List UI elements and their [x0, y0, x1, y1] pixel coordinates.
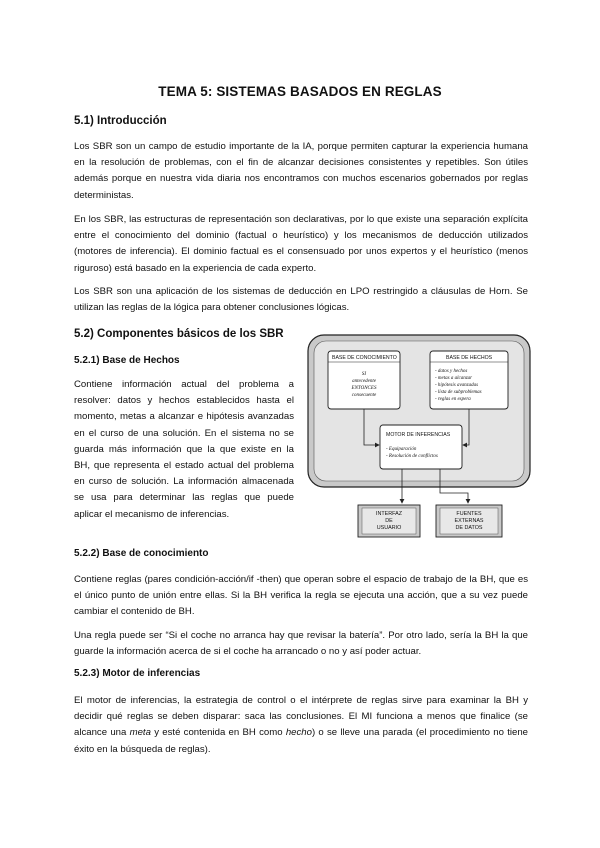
paragraph-intro-1: Los SBR son un campo de estudio importante de la IA, porque permiten capturar la experiencia humana en la resolución de problemas, con el fin de alcanzar decisiones consistentes y repetibles. Son útiles además porque en nuestra vida diaria nos encontramos con muchos escenarios gobernados por reglas deterministas. — [74, 141, 528, 201]
motor-text-hecho: hecho — [285, 727, 312, 739]
user-line-3: USUARIO — [376, 525, 402, 531]
knowledge-base-box — [328, 351, 400, 409]
paragraph-base-de-hechos: Contiene información actual del problema a resolver: datos y hechos establecidos hasta el momento, metas a alcanzar e hipótesis avanzadas en el curso de una solución. En el sistema no se guarda más información que la que existe en la BH, que representa el estado actual del problema en curso de solución. La información almacenada se usa para determinar las reglas que puede aplicar el mecanismo de inferencias. — [74, 379, 294, 520]
engine-item-1: - Equiparación — [386, 447, 417, 452]
facts-item-5: - reglas en espera — [435, 397, 471, 402]
motor-text-c: ) o se lleve una parada (el procedimiento no tiene éxito en la búsqueda de reglas). — [74, 727, 529, 755]
kb-line-2: antecedente — [352, 379, 376, 384]
heading-base-de-conocimiento: 5.2.2) Base de conocimiento — [74, 548, 209, 559]
facts-item-2: - metas a alcanzar — [435, 376, 473, 381]
paragraph-motor-de-inferencias — [74, 693, 528, 758]
paragraph-base-de-conocimiento-2: Una regla puede ser “Si el coche no arranca hay que revisar la batería”. Por otro lado, sería la BH la que guarde la información acerca de si el coche ha arrancado o no y así poder actuar. — [74, 630, 528, 658]
facts-item-3: - hipótesis avanzadas — [435, 383, 479, 388]
kb-line-1: SI — [361, 372, 367, 377]
ext-line-3: DE DATOS — [455, 525, 483, 531]
page-title: TEMA 5: SISTEMAS BASADOS EN REGLAS — [158, 84, 442, 99]
user-line-1: INTERFAZ — [375, 511, 403, 517]
facts-item-4: - lista de subproblemas — [435, 390, 482, 395]
external-data-box — [436, 505, 502, 537]
sbr-architecture-diagram — [306, 333, 532, 543]
facts-item-1: - datos y hechos — [435, 369, 468, 374]
kb-title: BASE DE CONOCIMIENTO — [332, 355, 397, 361]
kb-line-4: consecuente — [351, 393, 377, 398]
kb-line-3: ENTONCES — [351, 386, 377, 391]
paragraph-intro-2: En los SBR, las estructuras de representación son declarativas, por lo que existe una separación explícita entre el conocimiento del dominio (factual o heurístico) y los mecanismos de deducción utilizados (motores de inferencia). El dominio factual es el consensuado por unos expertos y el heurístico (menos riguroso) está basado en la experiencia de cada experto. — [74, 214, 528, 274]
facts-title: BASE DE HECHOS — [446, 355, 493, 361]
user-line-2: DE — [385, 518, 393, 524]
heading-componentes: 5.2) Componentes básicos de los SBR — [74, 328, 284, 340]
heading-base-de-hechos: 5.2.1) Base de Hechos — [74, 355, 180, 366]
engine-title: MOTOR DE INFERENCIAS — [386, 432, 451, 438]
motor-text-meta: meta — [129, 727, 151, 739]
inference-engine-box — [380, 425, 462, 469]
user-interface-box — [358, 505, 420, 537]
motor-text-a: El motor de inferencias, la estrategia de control o el intérprete de reglas sirve para examinar la BH y decidir qué reglas se deben disparar: saca las conclusiones. El MI funciona a menos que finalice (se alcance una — [74, 695, 528, 739]
heading-motor-de-inferencias: 5.2.3) Motor de inferencias — [74, 668, 201, 679]
ext-line-2: EXTERNAS — [454, 518, 484, 524]
heading-introduccion: 5.1) Introducción — [74, 115, 167, 127]
paragraph-intro-3: Los SBR son una aplicación de los sistemas de deducción en LPO restringido a cláusulas de Horn. Se utilizan las reglas de la lógica para obtener conclusiones lógicas. — [74, 286, 528, 314]
motor-text-b: y esté contenida en BH como — [150, 727, 286, 739]
paragraph-base-de-conocimiento-1: Contiene reglas (pares condición-acción/if -then) que operan sobre el espacio de trabajo de la BH, que es el único punto de unión entre ellas. Si la BH verifica la regla se ejecuta una acción, que a su vez puede cambiar el contenido de BH. — [74, 574, 528, 618]
engine-item-2: - Resolución de conflictos — [386, 454, 438, 459]
ext-line-1: FUENTES — [456, 511, 482, 517]
facts-base-box — [430, 351, 508, 409]
